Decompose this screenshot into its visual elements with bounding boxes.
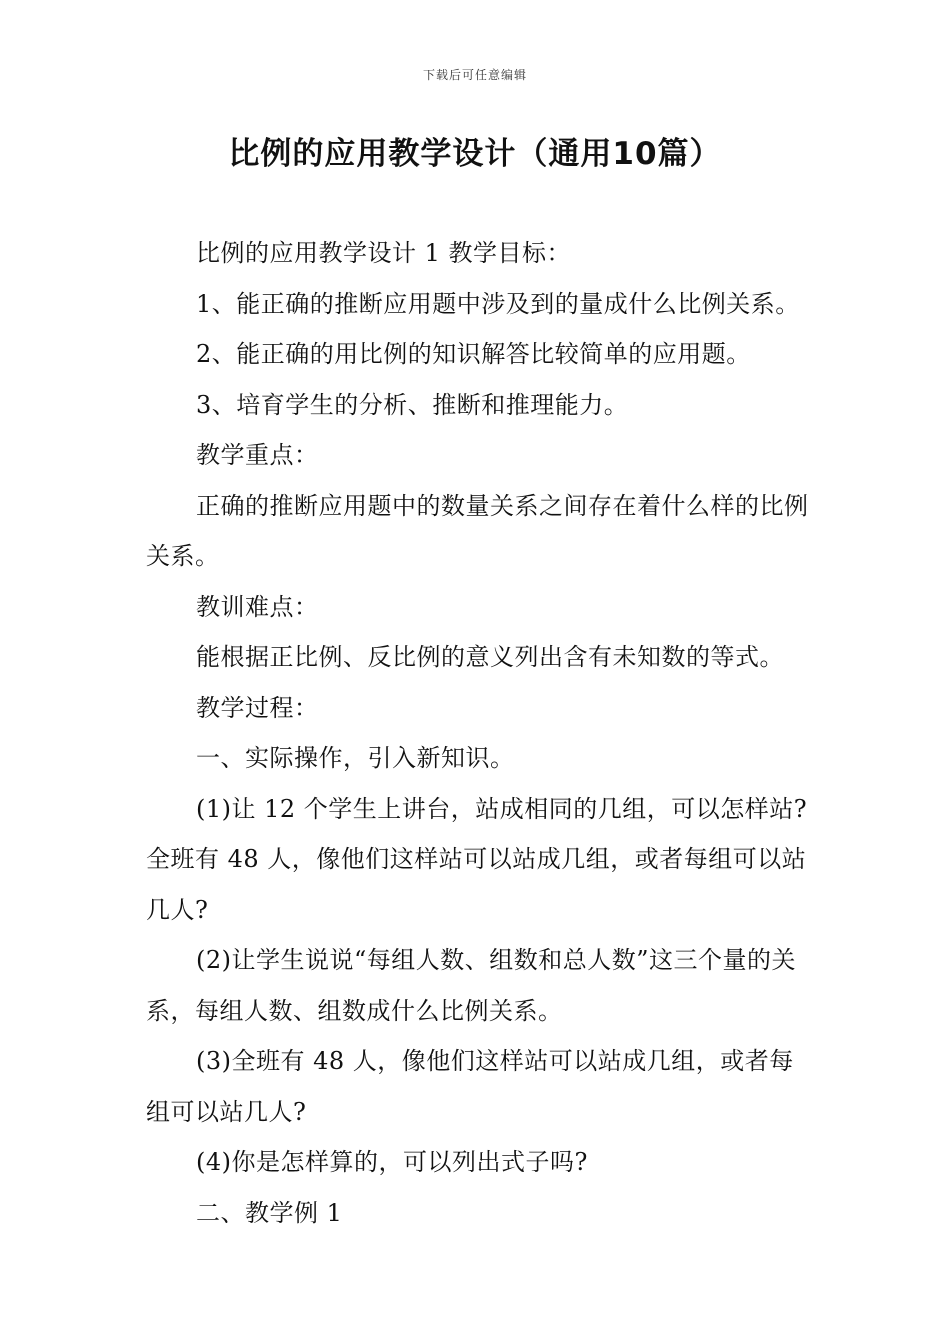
header-note: 下载后可任意编辑 xyxy=(422,68,527,82)
paragraph: 比例的应用教学设计 1 教学目标： xyxy=(196,239,572,267)
paragraph: (1)让 12 个学生上讲台，站成相同的几组，可以怎样站?全班有 48 人，像他们这样站可以站成几组，或者每组可以站几人? xyxy=(146,794,808,924)
paragraph: (3)全班有 48 人，像他们这样站可以站成几组，或者每组可以站几人? xyxy=(146,1047,794,1126)
paragraph: 教学过程： xyxy=(196,693,319,722)
paragraph: 3、培育学生的分析、推断和推理能力。 xyxy=(196,390,629,419)
document-body xyxy=(146,228,811,1238)
document-title: 比例的应用教学设计（通用10篇） xyxy=(228,136,722,172)
paragraph: (2)让学生说说“每组人数、组数和总人数”这三个量的关系，每组人数、组数成什么比例关系。 xyxy=(146,946,797,1025)
paragraph: 1、能正确的推断应用题中涉及到的量成什么比例关系。 xyxy=(196,289,800,318)
paragraph: 教训难点： xyxy=(196,592,319,621)
paragraph: 正确的推断应用题中的数量关系之间存在着什么样的比例关系。 xyxy=(146,491,809,570)
paragraph: 2、能正确的用比例的知识解答比较简单的应用题。 xyxy=(196,340,751,368)
paragraph: 能根据正比例、反比例的意义列出含有未知数的等式。 xyxy=(196,643,784,671)
paragraph: 二、教学例 1 xyxy=(196,1198,343,1227)
paragraph: 教学重点： xyxy=(196,441,319,469)
paragraph: (4)你是怎样算的，可以列出式子吗? xyxy=(196,1148,588,1176)
paragraph: 一、实际操作，引入新知识。 xyxy=(196,744,515,772)
